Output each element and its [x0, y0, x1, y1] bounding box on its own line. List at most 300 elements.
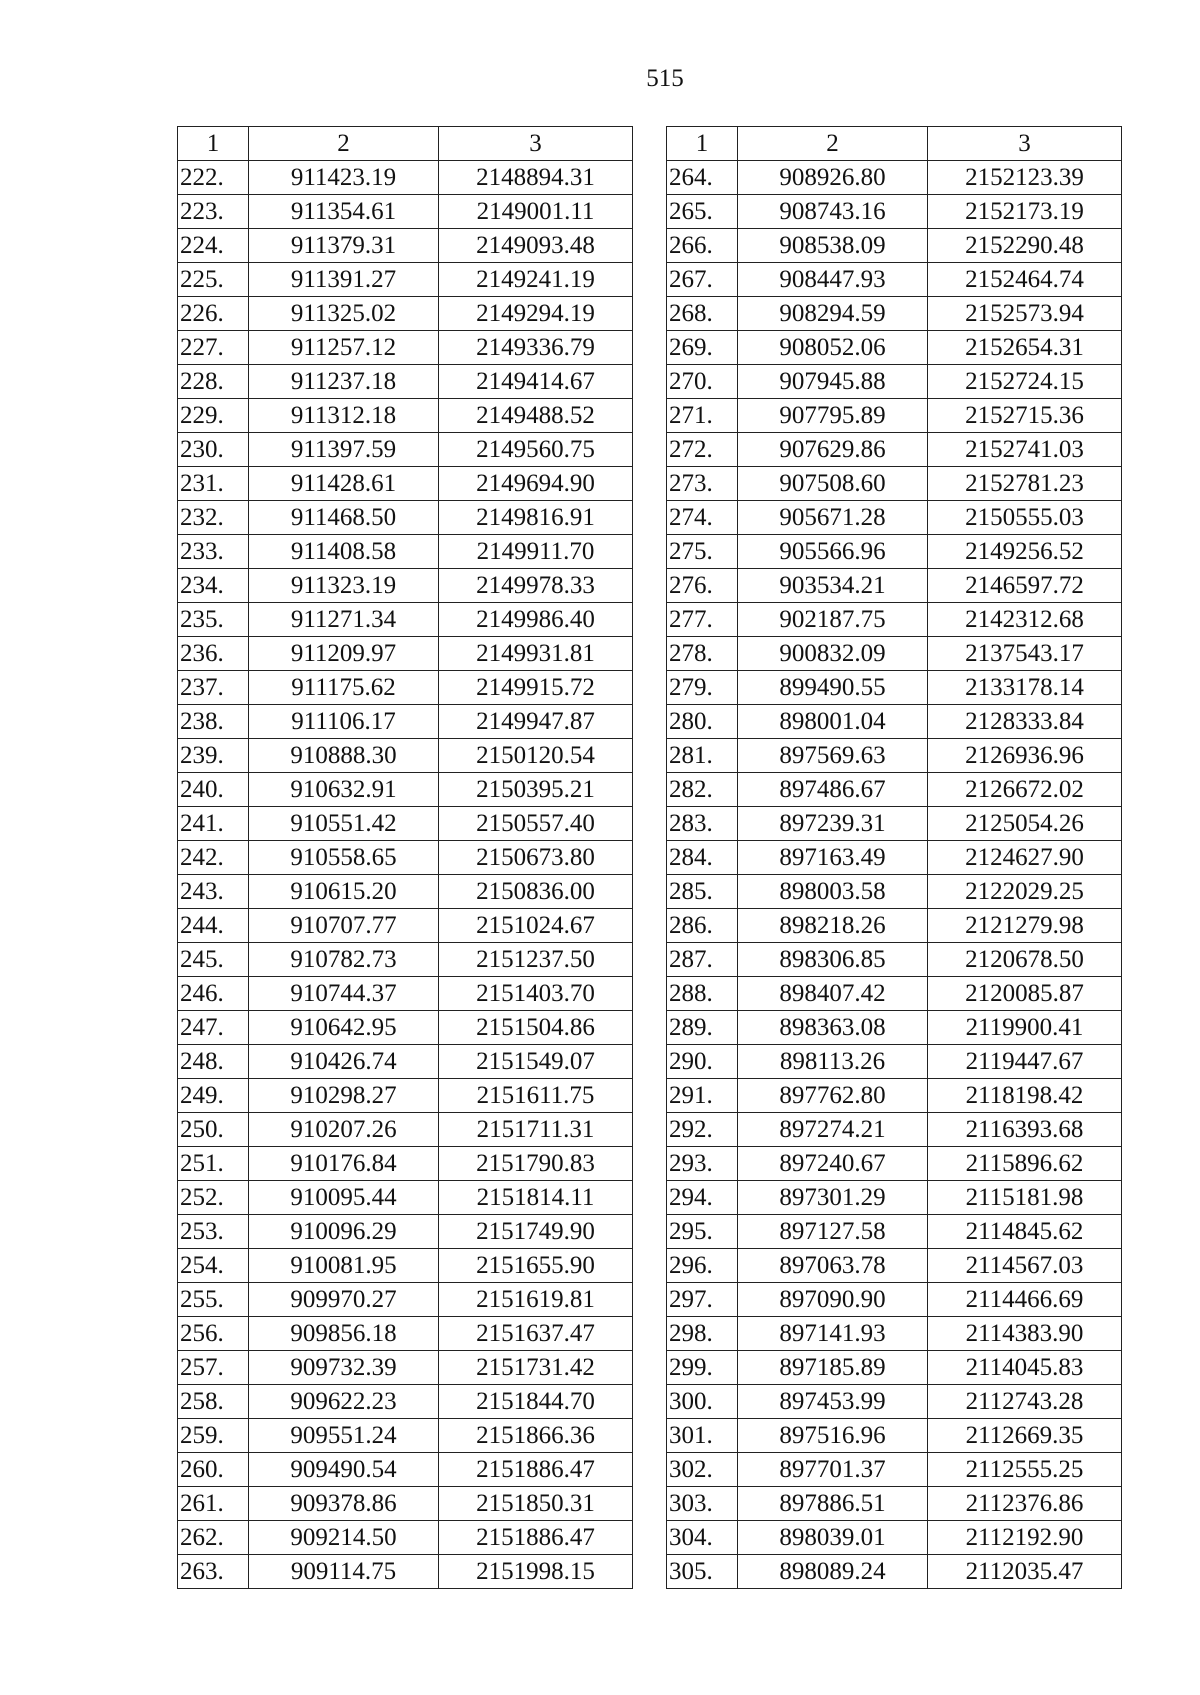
coordinate-x: 897301.29	[738, 1181, 928, 1215]
row-number: 225.	[178, 263, 249, 297]
table-row	[667, 671, 1122, 705]
row-number: 236.	[178, 637, 249, 671]
coordinate-y: 2149414.67	[439, 365, 633, 399]
coordinate-x: 897569.63	[738, 739, 928, 773]
row-number: 259.	[178, 1419, 249, 1453]
coordinate-y: 2149256.52	[928, 535, 1122, 569]
row-number: 239.	[178, 739, 249, 773]
coordinate-y: 2116393.68	[928, 1113, 1122, 1147]
row-number: 238.	[178, 705, 249, 739]
coordinate-x: 911106.17	[249, 705, 439, 739]
table-row	[178, 807, 633, 841]
coordinate-x: 911323.19	[249, 569, 439, 603]
row-number: 227.	[178, 331, 249, 365]
table-row	[667, 637, 1122, 671]
row-number: 263.	[178, 1555, 249, 1589]
coordinate-x: 910081.95	[249, 1249, 439, 1283]
coordinate-y: 2149931.81	[439, 637, 633, 671]
coordinate-y: 2151655.90	[439, 1249, 633, 1283]
row-number: 237.	[178, 671, 249, 705]
row-number: 284.	[667, 841, 738, 875]
coordinate-x: 911271.34	[249, 603, 439, 637]
table-row	[178, 1215, 633, 1249]
coordinate-x: 897090.90	[738, 1283, 928, 1317]
row-number: 297.	[667, 1283, 738, 1317]
table-row	[667, 1181, 1122, 1215]
coordinate-x: 909114.75	[249, 1555, 439, 1589]
table-row	[178, 1045, 633, 1079]
table-row	[178, 229, 633, 263]
table-body	[667, 161, 1122, 1589]
row-number: 267.	[667, 263, 738, 297]
table-row	[178, 1419, 633, 1453]
table-row	[178, 195, 633, 229]
coordinate-x: 897141.93	[738, 1317, 928, 1351]
coordinate-x: 897486.67	[738, 773, 928, 807]
table-row	[178, 569, 633, 603]
row-number: 296.	[667, 1249, 738, 1283]
table-row	[178, 1283, 633, 1317]
column-header-2: 2	[738, 127, 928, 161]
row-number: 291.	[667, 1079, 738, 1113]
coordinate-x: 908926.80	[738, 161, 928, 195]
coordinate-y: 2119447.67	[928, 1045, 1122, 1079]
coordinate-y: 2152724.15	[928, 365, 1122, 399]
table-row	[178, 501, 633, 535]
coordinate-y: 2151844.70	[439, 1385, 633, 1419]
row-number: 242.	[178, 841, 249, 875]
coordinate-y: 2115896.62	[928, 1147, 1122, 1181]
coordinate-y: 2149001.11	[439, 195, 633, 229]
coordinate-y: 2151790.83	[439, 1147, 633, 1181]
coordinate-x: 898363.08	[738, 1011, 928, 1045]
coordinate-y: 2151237.50	[439, 943, 633, 977]
coordinate-y: 2151850.31	[439, 1487, 633, 1521]
column-header-3: 3	[439, 127, 633, 161]
coordinate-y: 2133178.14	[928, 671, 1122, 705]
coordinate-x: 911257.12	[249, 331, 439, 365]
coordinate-x: 911397.59	[249, 433, 439, 467]
coordinate-y: 2114466.69	[928, 1283, 1122, 1317]
table-row	[178, 1521, 633, 1555]
coordinate-y: 2112376.86	[928, 1487, 1122, 1521]
coordinate-y: 2149294.19	[439, 297, 633, 331]
coordinate-x: 911379.31	[249, 229, 439, 263]
coordinate-y: 2126936.96	[928, 739, 1122, 773]
row-number: 232.	[178, 501, 249, 535]
coordinate-y: 2149947.87	[439, 705, 633, 739]
coordinate-y: 2150555.03	[928, 501, 1122, 535]
table-row	[667, 1487, 1122, 1521]
coordinate-y: 2151611.75	[439, 1079, 633, 1113]
column-header-3: 3	[928, 127, 1122, 161]
coordinate-x: 910207.26	[249, 1113, 439, 1147]
row-number: 286.	[667, 909, 738, 943]
row-number: 229.	[178, 399, 249, 433]
coordinate-x: 910632.91	[249, 773, 439, 807]
table-row	[667, 1113, 1122, 1147]
coordinate-y: 2151504.86	[439, 1011, 633, 1045]
row-number: 287.	[667, 943, 738, 977]
table-row	[667, 1283, 1122, 1317]
row-number: 290.	[667, 1045, 738, 1079]
row-number: 274.	[667, 501, 738, 535]
table-body	[178, 161, 633, 1589]
coordinate-y: 2152464.74	[928, 263, 1122, 297]
row-number: 305.	[667, 1555, 738, 1589]
coordinate-y: 2151866.36	[439, 1419, 633, 1453]
row-number: 258.	[178, 1385, 249, 1419]
coordinate-y: 2149336.79	[439, 331, 633, 365]
table-row	[667, 297, 1122, 331]
row-number: 261.	[178, 1487, 249, 1521]
coordinate-y: 2128333.84	[928, 705, 1122, 739]
coordinate-x: 897762.80	[738, 1079, 928, 1113]
table-row	[667, 467, 1122, 501]
coordinate-x: 909970.27	[249, 1283, 439, 1317]
table-row	[667, 603, 1122, 637]
row-number: 223.	[178, 195, 249, 229]
table-row	[667, 739, 1122, 773]
coordinate-x: 911428.61	[249, 467, 439, 501]
row-number: 254.	[178, 1249, 249, 1283]
table-row	[178, 739, 633, 773]
coordinate-x: 897239.31	[738, 807, 928, 841]
column-header-1: 1	[178, 127, 249, 161]
coordinate-x: 898039.01	[738, 1521, 928, 1555]
coordinate-y: 2118198.42	[928, 1079, 1122, 1113]
coordinate-x: 897516.96	[738, 1419, 928, 1453]
coordinate-y: 2152173.19	[928, 195, 1122, 229]
coordinate-y: 2122029.25	[928, 875, 1122, 909]
table-row	[667, 1555, 1122, 1589]
table-header-row	[667, 127, 1122, 161]
coordinate-x: 897886.51	[738, 1487, 928, 1521]
table-row	[667, 773, 1122, 807]
table-row	[178, 1147, 633, 1181]
column-header-2: 2	[249, 127, 439, 161]
coordinate-x: 911175.62	[249, 671, 439, 705]
coordinate-y: 2112669.35	[928, 1419, 1122, 1453]
table-row	[178, 705, 633, 739]
coordinate-x: 902187.75	[738, 603, 928, 637]
row-number: 301.	[667, 1419, 738, 1453]
row-number: 273.	[667, 467, 738, 501]
coordinate-x: 911391.27	[249, 263, 439, 297]
coordinate-x: 908743.16	[738, 195, 928, 229]
coordinate-x: 898003.58	[738, 875, 928, 909]
table-row	[667, 569, 1122, 603]
table-row	[178, 1555, 633, 1589]
table-row	[667, 1419, 1122, 1453]
row-number: 300.	[667, 1385, 738, 1419]
row-number: 288.	[667, 977, 738, 1011]
table-row	[178, 433, 633, 467]
coordinate-x: 910551.42	[249, 807, 439, 841]
coordinate-x: 909551.24	[249, 1419, 439, 1453]
coordinate-y: 2151711.31	[439, 1113, 633, 1147]
coordinate-y: 2151998.15	[439, 1555, 633, 1589]
table-row	[667, 1215, 1122, 1249]
row-number: 240.	[178, 773, 249, 807]
coordinate-x: 908538.09	[738, 229, 928, 263]
coordinate-x: 910096.29	[249, 1215, 439, 1249]
coordinate-table-right	[666, 126, 1122, 1589]
coordinate-x: 909490.54	[249, 1453, 439, 1487]
row-number: 230.	[178, 433, 249, 467]
coordinate-x: 909214.50	[249, 1521, 439, 1555]
table-row	[667, 501, 1122, 535]
coordinate-y: 2148894.31	[439, 161, 633, 195]
row-number: 271.	[667, 399, 738, 433]
coordinate-x: 907629.86	[738, 433, 928, 467]
coordinate-x: 910707.77	[249, 909, 439, 943]
coordinate-y: 2150673.80	[439, 841, 633, 875]
table-row	[667, 399, 1122, 433]
coordinate-y: 2152715.36	[928, 399, 1122, 433]
table-row	[178, 1385, 633, 1419]
coordinate-y: 2150395.21	[439, 773, 633, 807]
row-number: 278.	[667, 637, 738, 671]
row-number: 282.	[667, 773, 738, 807]
coordinate-x: 911209.97	[249, 637, 439, 671]
coordinate-y: 2146597.72	[928, 569, 1122, 603]
coordinate-y: 2149560.75	[439, 433, 633, 467]
coordinate-x: 911423.19	[249, 161, 439, 195]
coordinate-y: 2115181.98	[928, 1181, 1122, 1215]
row-number: 243.	[178, 875, 249, 909]
coordinate-y: 2112035.47	[928, 1555, 1122, 1589]
coordinate-y: 2149093.48	[439, 229, 633, 263]
table-row	[667, 229, 1122, 263]
coordinate-table-left	[177, 126, 633, 1589]
coordinate-x: 908052.06	[738, 331, 928, 365]
coordinate-y: 2120085.87	[928, 977, 1122, 1011]
table-row	[667, 331, 1122, 365]
coordinate-x: 908294.59	[738, 297, 928, 331]
table-row	[667, 161, 1122, 195]
table-row	[178, 1011, 633, 1045]
row-number: 251.	[178, 1147, 249, 1181]
column-header-1: 1	[667, 127, 738, 161]
coordinate-x: 907508.60	[738, 467, 928, 501]
coordinate-x: 897240.67	[738, 1147, 928, 1181]
coordinate-x: 905566.96	[738, 535, 928, 569]
table-row	[667, 807, 1122, 841]
row-number: 277.	[667, 603, 738, 637]
coordinate-y: 2112743.28	[928, 1385, 1122, 1419]
coordinate-y: 2121279.98	[928, 909, 1122, 943]
table-row	[178, 297, 633, 331]
coordinate-y: 2149488.52	[439, 399, 633, 433]
row-number: 299.	[667, 1351, 738, 1385]
table-row	[178, 535, 633, 569]
table-row	[667, 1385, 1122, 1419]
coordinate-y: 2114383.90	[928, 1317, 1122, 1351]
coordinate-y: 2124627.90	[928, 841, 1122, 875]
row-number: 289.	[667, 1011, 738, 1045]
table-row	[667, 977, 1122, 1011]
table-row	[178, 1351, 633, 1385]
table-row	[667, 1045, 1122, 1079]
coordinate-y: 2125054.26	[928, 807, 1122, 841]
coordinate-x: 910426.74	[249, 1045, 439, 1079]
row-number: 249.	[178, 1079, 249, 1113]
coordinate-x: 910558.65	[249, 841, 439, 875]
table-row	[178, 1181, 633, 1215]
table-row	[178, 263, 633, 297]
table-row	[178, 773, 633, 807]
table-header-row	[178, 127, 633, 161]
coordinate-x: 909732.39	[249, 1351, 439, 1385]
table-row	[178, 1317, 633, 1351]
coordinate-y: 2149915.72	[439, 671, 633, 705]
coordinate-y: 2114845.62	[928, 1215, 1122, 1249]
row-number: 270.	[667, 365, 738, 399]
coordinate-x: 908447.93	[738, 263, 928, 297]
table-row	[178, 875, 633, 909]
coordinate-y: 2149816.91	[439, 501, 633, 535]
coordinate-y: 2120678.50	[928, 943, 1122, 977]
coordinate-x: 905671.28	[738, 501, 928, 535]
coordinate-y: 2150557.40	[439, 807, 633, 841]
table-row	[178, 161, 633, 195]
coordinate-y: 2149986.40	[439, 603, 633, 637]
table-row	[667, 1521, 1122, 1555]
table-row	[667, 943, 1122, 977]
row-number: 226.	[178, 297, 249, 331]
coordinate-y: 2151619.81	[439, 1283, 633, 1317]
coordinate-y: 2152573.94	[928, 297, 1122, 331]
coordinate-x: 899490.55	[738, 671, 928, 705]
table-row	[178, 399, 633, 433]
row-number: 257.	[178, 1351, 249, 1385]
table-row	[667, 365, 1122, 399]
coordinate-x: 910782.73	[249, 943, 439, 977]
row-number: 302.	[667, 1453, 738, 1487]
coordinate-x: 898089.24	[738, 1555, 928, 1589]
row-number: 298.	[667, 1317, 738, 1351]
row-number: 304.	[667, 1521, 738, 1555]
row-number: 295.	[667, 1215, 738, 1249]
coordinate-x: 897063.78	[738, 1249, 928, 1283]
row-number: 265.	[667, 195, 738, 229]
table-row	[178, 671, 633, 705]
coordinate-y: 2119900.41	[928, 1011, 1122, 1045]
row-number: 250.	[178, 1113, 249, 1147]
coordinate-y: 2150836.00	[439, 875, 633, 909]
table-row	[667, 535, 1122, 569]
table-row	[178, 1487, 633, 1521]
row-number: 279.	[667, 671, 738, 705]
table-row	[667, 875, 1122, 909]
table-row	[667, 1453, 1122, 1487]
table-row	[178, 1113, 633, 1147]
row-number: 233.	[178, 535, 249, 569]
coordinate-x: 910615.20	[249, 875, 439, 909]
coordinate-x: 909622.23	[249, 1385, 439, 1419]
coordinate-y: 2151731.42	[439, 1351, 633, 1385]
table-row	[178, 603, 633, 637]
row-number: 256.	[178, 1317, 249, 1351]
table-row	[667, 1147, 1122, 1181]
coordinate-x: 897185.89	[738, 1351, 928, 1385]
row-number: 253.	[178, 1215, 249, 1249]
row-number: 246.	[178, 977, 249, 1011]
coordinate-x: 898218.26	[738, 909, 928, 943]
coordinate-x: 910888.30	[249, 739, 439, 773]
coordinate-x: 898407.42	[738, 977, 928, 1011]
row-number: 275.	[667, 535, 738, 569]
coordinate-y: 2151024.67	[439, 909, 633, 943]
row-number: 235.	[178, 603, 249, 637]
coordinate-x: 910642.95	[249, 1011, 439, 1045]
coordinate-y: 2114567.03	[928, 1249, 1122, 1283]
coordinate-y: 2149241.19	[439, 263, 633, 297]
coordinate-y: 2151549.07	[439, 1045, 633, 1079]
coordinate-x: 910176.84	[249, 1147, 439, 1181]
table-row	[667, 1317, 1122, 1351]
row-number: 255.	[178, 1283, 249, 1317]
row-number: 241.	[178, 807, 249, 841]
coordinate-y: 2149694.90	[439, 467, 633, 501]
coordinate-y: 2142312.68	[928, 603, 1122, 637]
coordinate-x: 910095.44	[249, 1181, 439, 1215]
coordinate-y: 2151749.90	[439, 1215, 633, 1249]
row-number: 269.	[667, 331, 738, 365]
coordinate-y: 2151814.11	[439, 1181, 633, 1215]
row-number: 272.	[667, 433, 738, 467]
coordinate-y: 2150120.54	[439, 739, 633, 773]
row-number: 303.	[667, 1487, 738, 1521]
coordinate-y: 2149978.33	[439, 569, 633, 603]
row-number: 244.	[178, 909, 249, 943]
coordinate-x: 900832.09	[738, 637, 928, 671]
coordinate-x: 910298.27	[249, 1079, 439, 1113]
coordinate-x: 897127.58	[738, 1215, 928, 1249]
row-number: 264.	[667, 161, 738, 195]
row-number: 252.	[178, 1181, 249, 1215]
table-row	[667, 195, 1122, 229]
coordinate-x: 898113.26	[738, 1045, 928, 1079]
page-number: 515	[646, 65, 684, 92]
coordinate-x: 898306.85	[738, 943, 928, 977]
row-number: 292.	[667, 1113, 738, 1147]
coordinate-x: 909856.18	[249, 1317, 439, 1351]
coordinate-x: 897453.99	[738, 1385, 928, 1419]
row-number: 245.	[178, 943, 249, 977]
coordinate-y: 2137543.17	[928, 637, 1122, 671]
table-row	[178, 365, 633, 399]
row-number: 228.	[178, 365, 249, 399]
coordinate-y: 2149911.70	[439, 535, 633, 569]
row-number: 234.	[178, 569, 249, 603]
table-row	[667, 841, 1122, 875]
coordinate-y: 2152290.48	[928, 229, 1122, 263]
table-row	[178, 1249, 633, 1283]
row-number: 280.	[667, 705, 738, 739]
coordinate-x: 911237.18	[249, 365, 439, 399]
coordinate-x: 911408.58	[249, 535, 439, 569]
table-row	[667, 1079, 1122, 1113]
coordinate-x: 911325.02	[249, 297, 439, 331]
table-row	[178, 467, 633, 501]
coordinate-y: 2114045.83	[928, 1351, 1122, 1385]
coordinate-x: 897163.49	[738, 841, 928, 875]
coordinate-x: 911468.50	[249, 501, 439, 535]
row-number: 268.	[667, 297, 738, 331]
table-row	[667, 1011, 1122, 1045]
